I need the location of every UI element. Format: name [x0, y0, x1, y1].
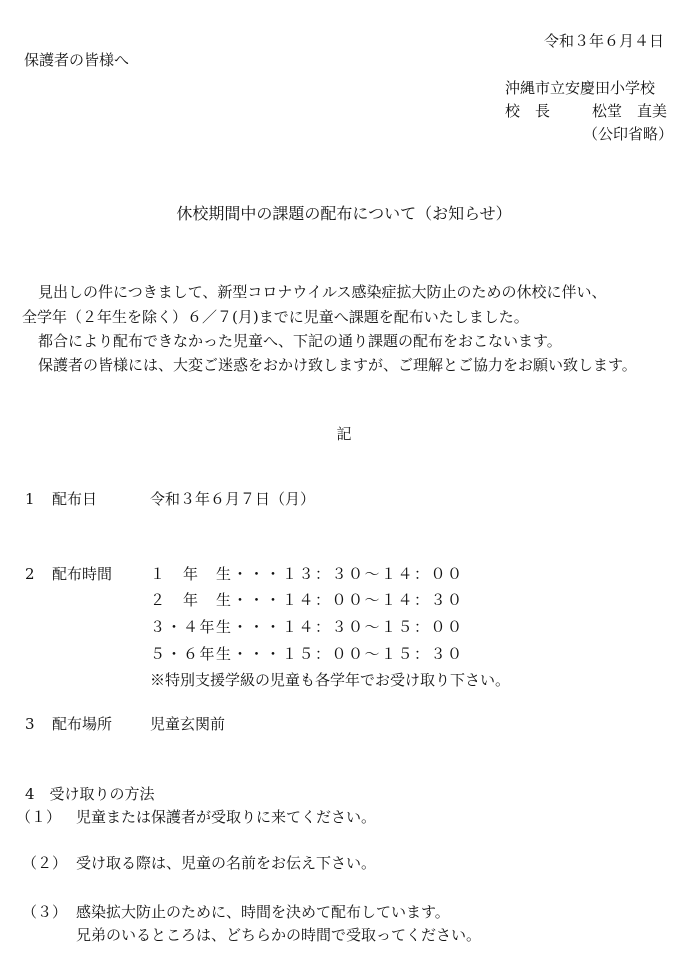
item-1-label: 配布日 [52, 490, 98, 508]
item-3-value: 児童玄関前 [150, 715, 226, 733]
method-sub-1-number: （１） [16, 808, 62, 826]
intro-line-1: 見出しの件につきまして、新型コロナウイルス感染症拡大防止のための休校に伴い、 [38, 283, 607, 301]
method-sub-2-text: 受け取る際は、児童の名前をお伝え下さい。 [76, 854, 377, 872]
ki-marker: 記 [336, 425, 352, 443]
sender-name: 松堂 直美 [592, 102, 668, 120]
item-1-number: 1 [25, 490, 35, 508]
item-3-number: 3 [25, 715, 35, 733]
schedule-row-4: ５・６年生・・・１５：００～１５：３０ [150, 645, 464, 663]
item-1-value: 令和３年６月７日（月） [150, 490, 316, 508]
sender-title: 校 長 [505, 102, 551, 120]
intro-line-2: 全学年（２年生を除く）６／７(月)までに児童へ課題を配布いたしました。 [22, 308, 529, 326]
item-2-label: 配布時間 [52, 565, 113, 583]
item-4-heading: 4 受け取りの方法 [25, 785, 155, 803]
schedule-row-2: ２ 年 生・・・１４：００～１４：３０ [150, 591, 464, 609]
intro-line-4: 保護者の皆様には、大変ご迷惑をおかけ致しますが、ご理解とご協力をお願い致します。 [38, 356, 637, 374]
notice-title: 休校期間中の課題の配布について（お知らせ） [176, 204, 512, 223]
method-sub-2-number: （２） [22, 854, 68, 872]
item-3-label: 配布場所 [52, 715, 113, 733]
addressee: 保護者の皆様へ [24, 51, 130, 69]
schedule-note: ※特別支援学級の児童も各学年でお受け取り下さい。 [150, 671, 511, 689]
item-2-number: 2 [25, 565, 35, 583]
sender-school: 沖縄市立安慶田小学校 [505, 79, 656, 97]
method-sub-3-number: （３） [22, 903, 68, 921]
method-sub-3-continuation: 兄弟のいるところは、どちらかの時間で受取ってください。 [76, 926, 482, 944]
method-sub-3-text: 感染拡大防止のために、時間を決めて配布しています。 [76, 903, 450, 921]
method-sub-1-text: 児童または保護者が受取りに来てください。 [76, 808, 377, 826]
schedule-row-1: １ 年 生・・・１３：３０～１４：００ [150, 565, 464, 583]
seal-note: （公印省略） [583, 125, 674, 143]
intro-line-3: 都合により配布できなかった児童へ、下記の通り課題の配布をおこないます。 [38, 332, 562, 350]
schedule-row-3: ３・４年生・・・１４：３０～１５：００ [150, 618, 464, 636]
document-date: 令和３年６月４日 [543, 32, 664, 50]
